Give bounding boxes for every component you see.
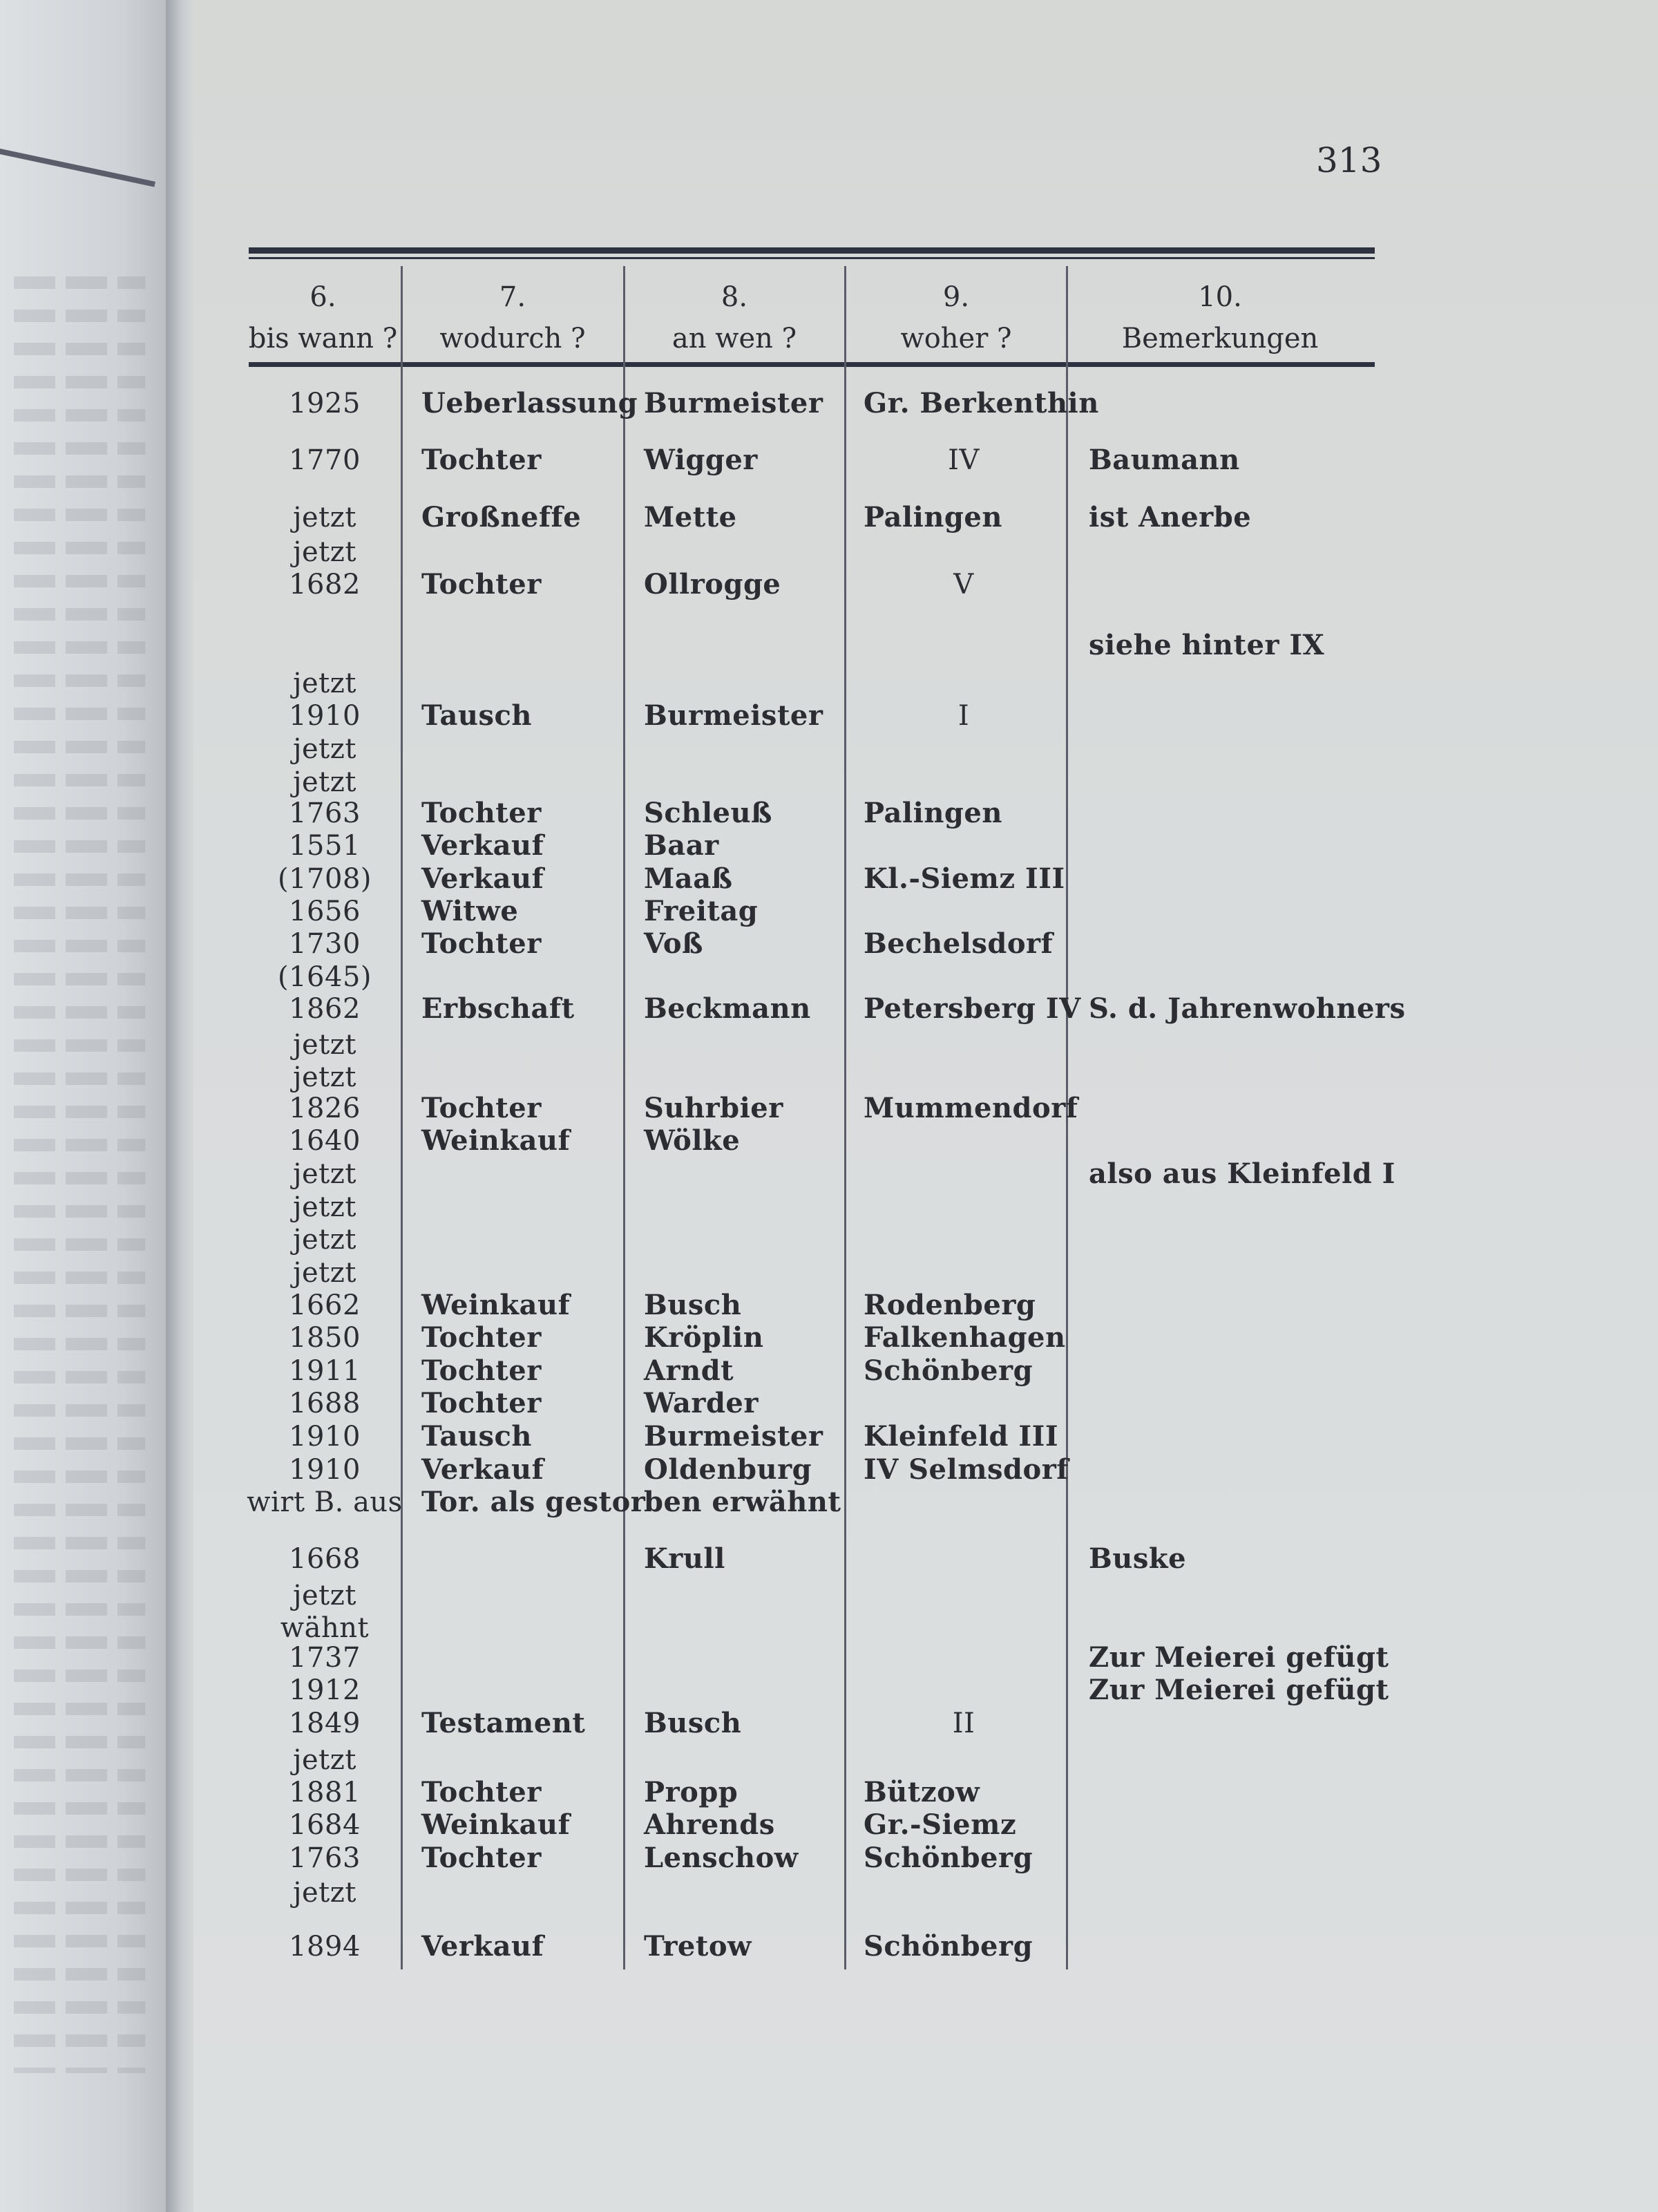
- cell-wodurch: Tochter: [421, 927, 542, 960]
- cell-an-wen: ben erwähnt: [644, 1486, 841, 1518]
- facing-page: [0, 0, 173, 2212]
- cell-an-wen: Freitag: [644, 895, 759, 927]
- cell-an-wen: Burmeister: [644, 1420, 823, 1453]
- cell-an-wen: Burmeister: [644, 699, 823, 732]
- facing-page-column: [66, 276, 107, 2073]
- cell-bis-wann: 1682: [289, 569, 361, 601]
- cell-bis-wann: 1881: [289, 1777, 361, 1808]
- book-gutter: [166, 0, 193, 2212]
- cell-wodurch: Tochter: [421, 1387, 542, 1419]
- cell-bis-wann: 1737: [289, 1642, 361, 1674]
- cell-an-wen: Burmeister: [644, 387, 823, 419]
- cell-wodurch: Weinkauf: [421, 1124, 571, 1157]
- cell-bis-wann: 1688: [289, 1388, 361, 1419]
- cell-bis-wann: 1910: [289, 1454, 361, 1486]
- cell-woher: Bützow: [864, 1776, 980, 1808]
- cell-an-wen: Voß: [644, 927, 703, 960]
- cell-an-wen: Lenschow: [644, 1842, 799, 1874]
- cell-wodurch: Tochter: [421, 1321, 542, 1354]
- cell-an-wen: Kröplin: [644, 1321, 764, 1354]
- header-number: 10.: [1198, 281, 1242, 313]
- cell-woher: Mummendorf: [864, 1092, 1078, 1124]
- header-col-7: [402, 276, 623, 359]
- header-number: 9.: [942, 281, 970, 313]
- cell-bis-wann: 1770: [289, 444, 361, 476]
- cell-bemerkungen: siehe hinter IX: [1089, 629, 1325, 661]
- cell-an-wen: Mette: [644, 501, 737, 533]
- cell-an-wen: Busch: [644, 1707, 742, 1739]
- cell-bis-wann: 1684: [289, 1809, 361, 1841]
- cell-wodurch: Tor. als gestor: [421, 1486, 646, 1518]
- cell-wodurch: Tausch: [421, 1420, 532, 1453]
- cell-an-wen: Tretow: [644, 1930, 752, 1963]
- cell-wodurch: Tausch: [421, 699, 532, 732]
- cell-an-wen: Wigger: [644, 444, 758, 476]
- cell-bis-wann: 1656: [289, 896, 361, 927]
- cell-bis-wann: jetzt: [293, 1191, 356, 1223]
- cell-wodurch: Verkauf: [421, 1930, 544, 1963]
- page-number: 313: [1316, 140, 1382, 180]
- cell-wodurch: Tochter: [421, 797, 542, 829]
- cell-woher: Palingen: [864, 797, 1002, 829]
- cell-bis-wann: 1911: [289, 1355, 361, 1387]
- cell-woher: Gr.-Siemz: [864, 1808, 1017, 1841]
- cell-wodurch: Ueberlassung: [421, 387, 638, 419]
- cell-wodurch: Erbschaft: [421, 992, 575, 1025]
- cell-bis-wann: 1662: [289, 1289, 361, 1321]
- cell-bis-wann: jetzt: [293, 1744, 356, 1776]
- cell-bemerkungen: also aus Kleinfeld I: [1089, 1157, 1395, 1190]
- cell-woher: Falkenhagen: [864, 1321, 1066, 1354]
- cell-wodurch: Verkauf: [421, 829, 544, 862]
- cell-wodurch: Weinkauf: [421, 1289, 571, 1321]
- cell-woher: Kl.-Siemz III: [864, 862, 1065, 895]
- cell-an-wen: Krull: [644, 1542, 725, 1575]
- table-top-rule-thin: [249, 257, 1375, 259]
- header-number: 8.: [721, 281, 748, 313]
- header-col-6: [245, 276, 401, 359]
- header-label: wodurch ?: [439, 323, 586, 355]
- facing-page-rule: [0, 149, 155, 187]
- cell-woher: Rodenberg: [864, 1289, 1036, 1321]
- cell-bis-wann: 1862: [289, 993, 361, 1025]
- cell-an-wen: Maaß: [644, 862, 733, 895]
- cell-woher: IV Selmsdorf: [864, 1453, 1069, 1486]
- cell-an-wen: Ollrogge: [644, 568, 781, 601]
- cell-an-wen: Propp: [644, 1776, 739, 1808]
- cell-bis-wann: 1551: [289, 830, 361, 862]
- header-label: an wen ?: [671, 323, 797, 355]
- cell-bemerkungen: Baumann: [1089, 444, 1240, 476]
- cell-bemerkungen: Zur Meierei gefügt: [1089, 1674, 1389, 1706]
- cell-an-wen: Schleuß: [644, 797, 772, 829]
- cell-bis-wann: jetzt: [293, 536, 356, 568]
- cell-woher: Bechelsdorf: [864, 927, 1054, 960]
- cell-an-wen: Suhrbier: [644, 1092, 783, 1124]
- cell-an-wen: Wölke: [644, 1124, 741, 1157]
- cell-bis-wann: 1826: [289, 1093, 361, 1124]
- table-top-rule: [249, 247, 1375, 254]
- cell-bis-wann: 1763: [289, 797, 361, 829]
- header-col-8: [625, 276, 844, 359]
- cell-bis-wann: jetzt: [293, 1224, 356, 1256]
- cell-an-wen: Arndt: [644, 1354, 734, 1387]
- cell-bis-wann: wirt B. aus: [247, 1486, 403, 1518]
- cell-woher: V: [953, 569, 974, 601]
- cell-wodurch: Tochter: [421, 568, 542, 601]
- cell-bis-wann: jetzt: [293, 766, 356, 798]
- cell-woher: Petersberg IV: [864, 992, 1081, 1025]
- cell-bemerkungen: Buske: [1089, 1542, 1187, 1575]
- cell-bis-wann: jetzt: [293, 1257, 356, 1289]
- header-label: woher ?: [900, 323, 1012, 355]
- cell-wodurch: Weinkauf: [421, 1808, 571, 1841]
- cell-bis-wann: jetzt: [293, 733, 356, 765]
- cell-bis-wann: jetzt: [293, 502, 356, 533]
- cell-woher: IV: [948, 444, 980, 476]
- header-col-9: [846, 276, 1067, 359]
- cell-bis-wann: 1668: [289, 1543, 361, 1575]
- header-number: 7.: [499, 281, 526, 313]
- cell-wodurch: Tochter: [421, 1776, 542, 1808]
- cell-bis-wann: 1850: [289, 1322, 361, 1354]
- cell-woher: II: [952, 1708, 975, 1739]
- table-header-rule: [249, 362, 1375, 367]
- facing-page-column: [117, 276, 145, 2073]
- cell-woher: Kleinfeld III: [864, 1420, 1059, 1453]
- cell-bis-wann: jetzt: [293, 1158, 356, 1190]
- cell-bis-wann: wähnt: [280, 1612, 370, 1644]
- cell-bemerkungen: ist Anerbe: [1089, 501, 1252, 533]
- cell-wodurch: Testament: [421, 1707, 586, 1739]
- column-divider: [623, 266, 625, 1969]
- cell-wodurch: Verkauf: [421, 862, 544, 895]
- cell-bis-wann: 1894: [289, 1931, 361, 1963]
- cell-bis-wann: 1849: [289, 1708, 361, 1739]
- cell-woher: Schönberg: [864, 1842, 1033, 1874]
- cell-bis-wann: jetzt: [293, 1580, 356, 1611]
- header-label: Bemerkungen: [1121, 323, 1319, 355]
- cell-bis-wann: (1708): [277, 863, 372, 895]
- cell-woher: Gr. Berkenthin: [864, 387, 1099, 419]
- cell-bis-wann: jetzt: [293, 668, 356, 699]
- cell-bis-wann: 1640: [289, 1125, 361, 1157]
- cell-an-wen: Warder: [644, 1387, 759, 1419]
- header-label: bis wann ?: [248, 323, 398, 355]
- cell-woher: Schönberg: [864, 1930, 1033, 1963]
- cell-woher: Schönberg: [864, 1354, 1033, 1387]
- header-number: 6.: [309, 281, 336, 313]
- cell-an-wen: Baar: [644, 829, 719, 862]
- cell-bis-wann: 1910: [289, 1421, 361, 1453]
- cell-bis-wann: jetzt: [293, 1877, 356, 1909]
- cell-wodurch: Witwe: [421, 895, 519, 927]
- cell-an-wen: Oldenburg: [644, 1453, 812, 1486]
- facing-page-column: [14, 276, 55, 2073]
- cell-an-wen: Ahrends: [644, 1808, 775, 1841]
- cell-wodurch: Verkauf: [421, 1453, 544, 1486]
- cell-wodurch: Tochter: [421, 1354, 542, 1387]
- cell-bemerkungen: Zur Meierei gefügt: [1089, 1641, 1389, 1674]
- cell-bis-wann: 1912: [289, 1674, 361, 1706]
- cell-woher: Palingen: [864, 501, 1002, 533]
- cell-bis-wann: 1910: [289, 700, 361, 732]
- cell-bemerkungen: S. d. Jahrenwohners: [1089, 992, 1406, 1025]
- cell-wodurch: Tochter: [421, 444, 542, 476]
- cell-woher: I: [957, 700, 970, 732]
- cell-wodurch: Tochter: [421, 1842, 542, 1874]
- cell-an-wen: Busch: [644, 1289, 742, 1321]
- cell-bis-wann: 1925: [289, 388, 361, 419]
- cell-wodurch: Tochter: [421, 1092, 542, 1124]
- cell-bis-wann: jetzt: [293, 1061, 356, 1093]
- cell-bis-wann: 1730: [289, 928, 361, 960]
- cell-bis-wann: 1763: [289, 1842, 361, 1874]
- cell-bis-wann: jetzt: [293, 1029, 356, 1061]
- cell-an-wen: Beckmann: [644, 992, 811, 1025]
- cell-bis-wann: (1645): [277, 961, 372, 993]
- header-col-10: [1068, 276, 1372, 359]
- cell-wodurch: Großneffe: [421, 501, 582, 533]
